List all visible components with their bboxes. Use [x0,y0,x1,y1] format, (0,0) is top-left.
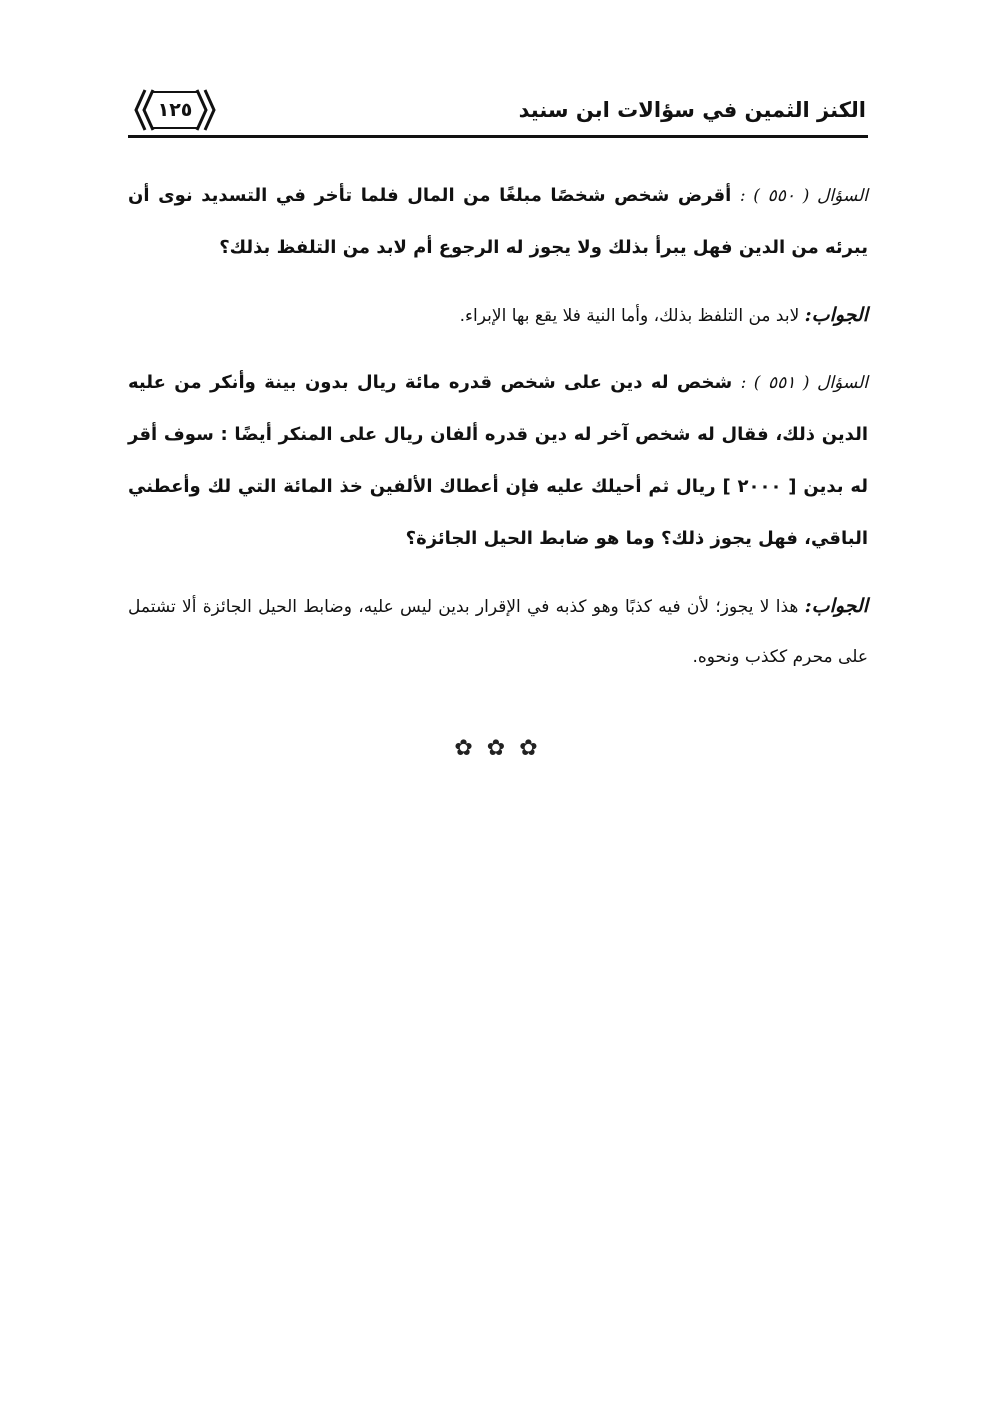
answer-text: لابد من التلفظ بذلك، وأما النية فلا يقع بها الإبراء. [459,306,800,326]
question-paragraph [128,357,868,565]
question-paragraph [128,170,868,274]
ornament-flower-icon: ✿ [454,736,473,761]
question-label: السؤال ( ٥٥١ ) : [740,373,868,393]
page-number-frame [132,88,218,132]
answer-paragraph [128,581,868,682]
header-divider [128,135,868,138]
question-text: شخص له دين على شخص قدره مائة ريال بدون بينة وأنكر من عليه الدين ذلك، فقال له شخص آخر له دين قدره ألفان ريال على المنكر أيضًا : سوف أقر له بدين [ ٢٠٠٠ ] ريال ثم أحيلك عليه فإن أعطاك الألفين خذ المائة التي لك وأعطني الباقي، فهل يجوز ذلك؟ وما هو ضابط الحيل الجائزة؟ [128,372,868,549]
question-text: أقرض شخص شخصًا مبلغًا من المال فلما تأخر في التسديد نوى أن يبرئه من الدين فهل يبرأ بذلك ولا يجوز له الرجوع أم لابد من التلفظ بذلك؟ [128,185,868,258]
ornament-flower-icon: ✿ [519,736,538,761]
ornament-flower-icon: ✿ [486,736,506,761]
section-separator [0,736,992,761]
page-header [128,82,868,138]
answer-paragraph [128,290,868,341]
question-label: السؤال ( ٥٥٠ ) : [739,186,868,206]
answer-label: الجواب: [804,304,868,326]
answer-label: الجواب: [804,595,868,617]
book-title: الكنز الثمين في سؤالات ابن سنيد [518,98,866,122]
page-content [128,170,868,698]
answer-text: هذا لا يجوز؛ لأن فيه كذبًا وهو كذبه في الإقرار بدين ليس عليه، وضابط الحيل الجائزة ألا تشتمل على محرم ككذب ونحوه. [128,597,868,667]
page-number: ١٢٥ [157,99,193,121]
